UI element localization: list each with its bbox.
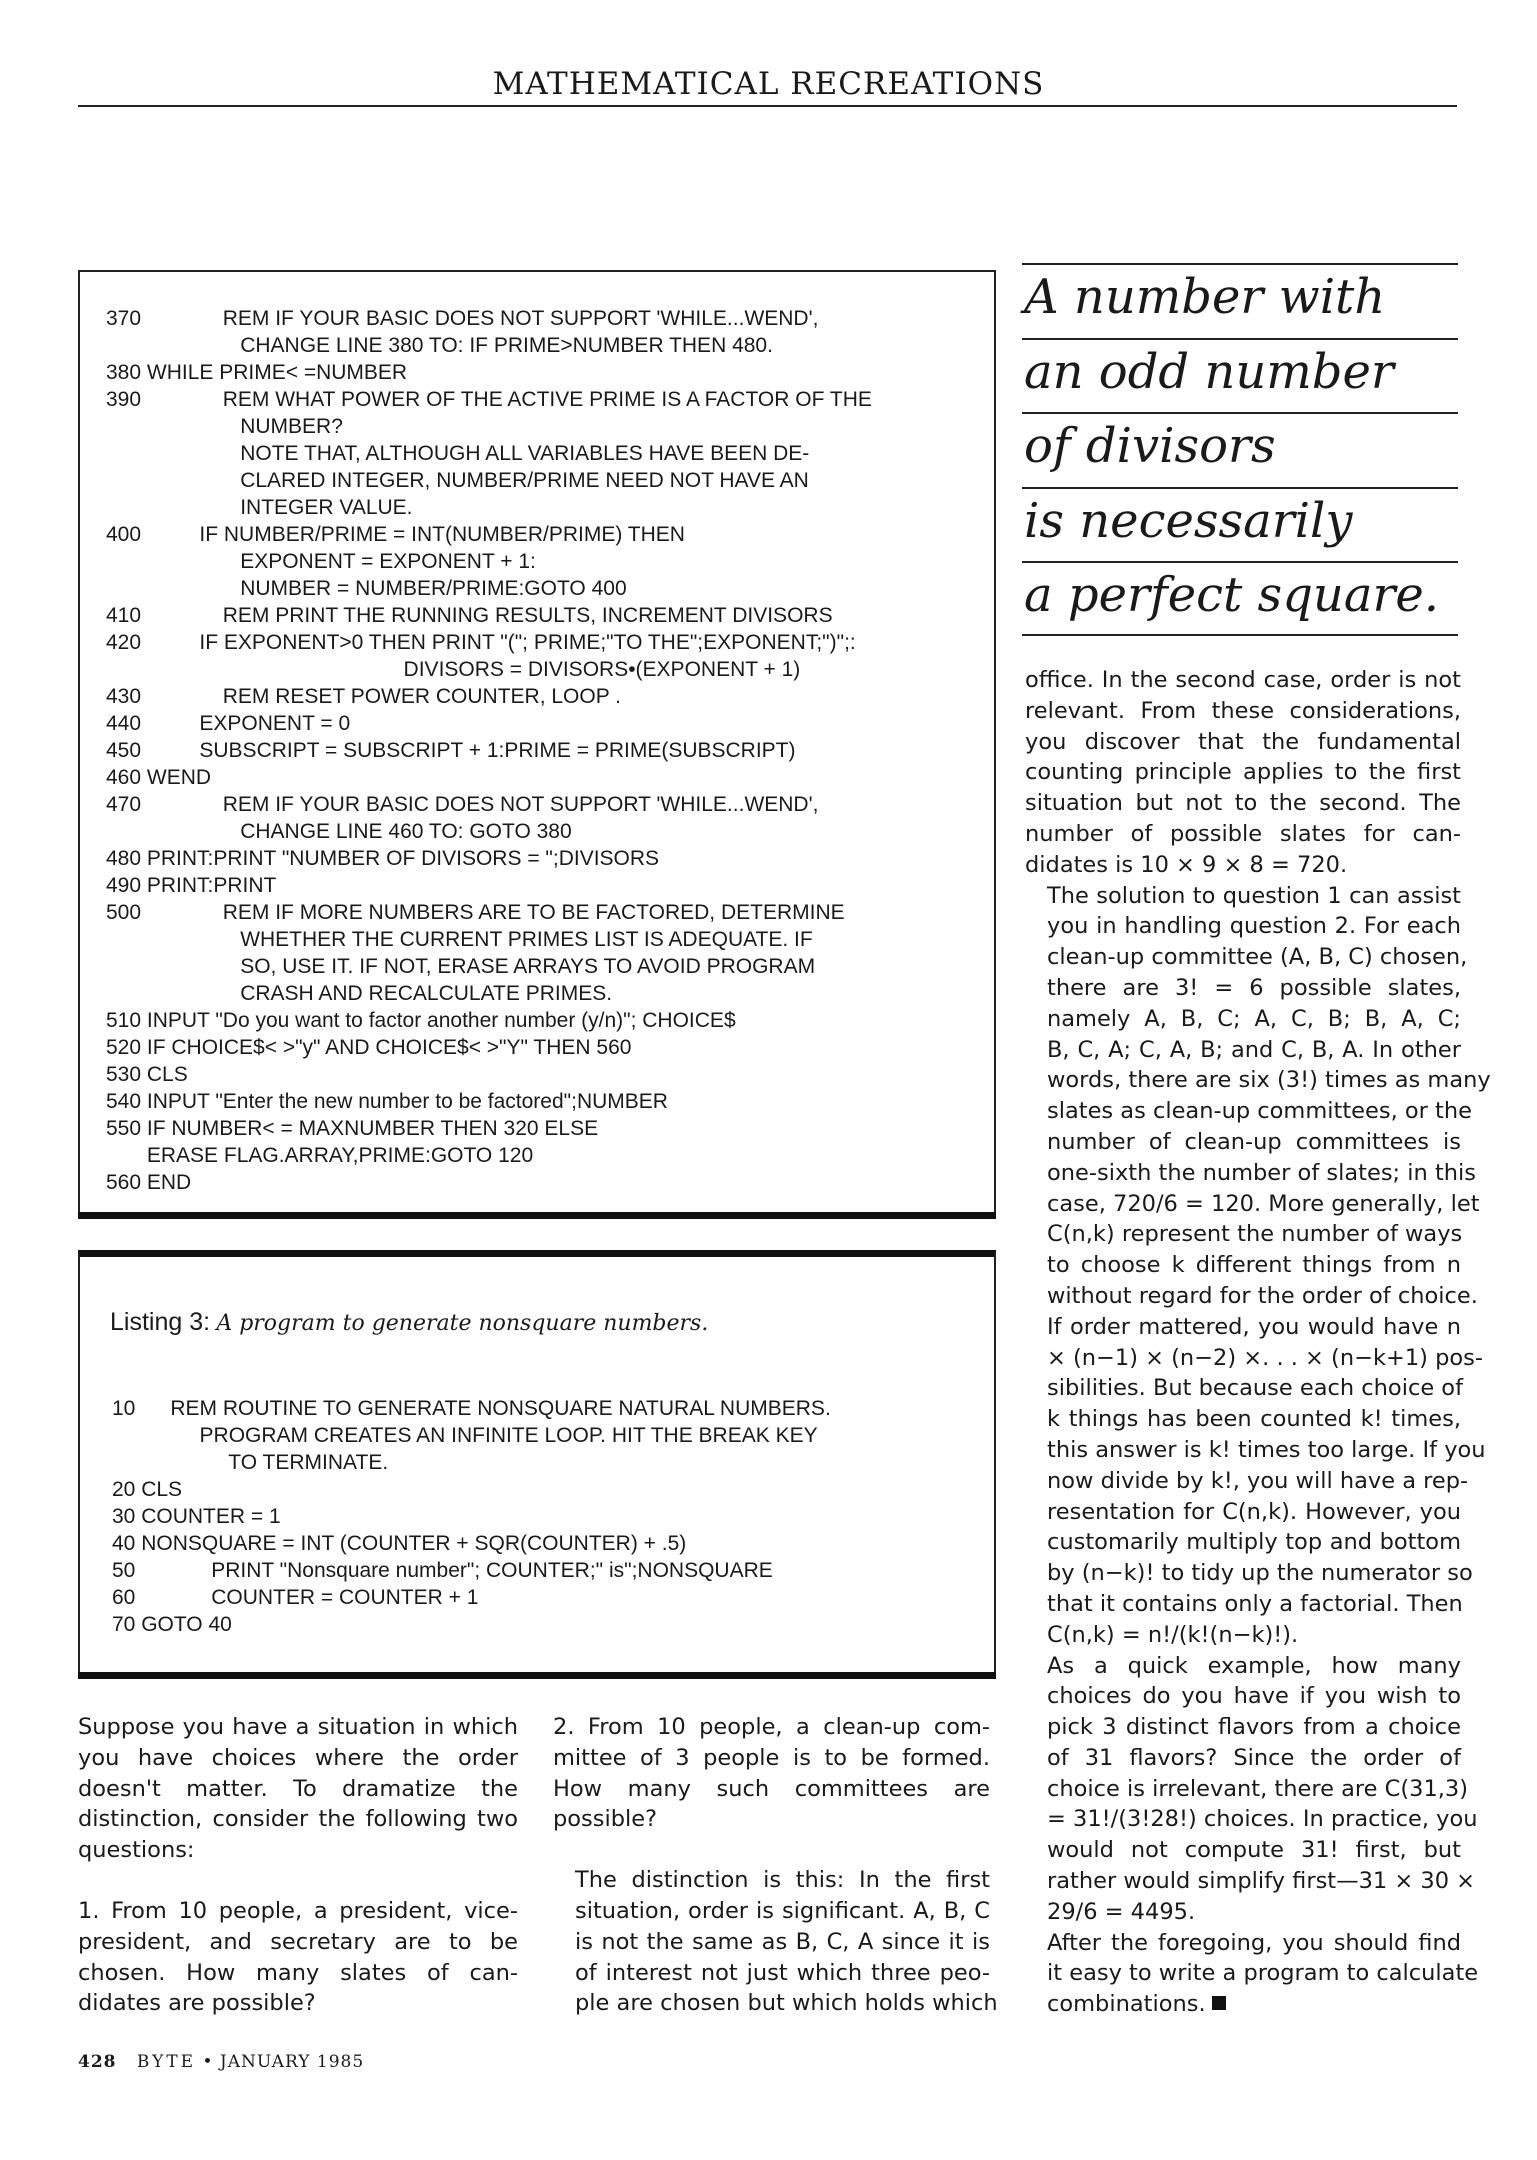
text-line: k things has been counted k! times, [1047, 1406, 1461, 1433]
text-line: Suppose you have a situation in which [78, 1714, 518, 1740]
pull-quote-text: of divisors [1024, 418, 1276, 474]
pull-quote-line [1022, 412, 1458, 487]
paragraph [78, 1712, 518, 1866]
code-line: 30 COUNTER = 1 [112, 1505, 281, 1528]
code-line: 440 EXPONENT = 0 [106, 712, 351, 735]
text-line: is not the same as B, C, A since it is [575, 1928, 990, 1955]
code-line: 380 WHILE PRIME< =NUMBER [106, 361, 408, 384]
text-line: office. In the second case, order is not [1025, 667, 1461, 693]
text-line: distinction, consider the following two [78, 1806, 518, 1833]
text-line: case, 720/6 = 120. More generally, let [1047, 1190, 1480, 1217]
code-line: 500 REM IF MORE NUMBERS ARE TO BE FACTORED, DETERMINE [106, 901, 845, 924]
body-column-right [1025, 665, 1491, 2020]
body-column-left [78, 1712, 518, 2019]
code-line: SO, USE IT. IF NOT, ERASE ARRAYS TO AVOID PROGRAM [106, 955, 816, 978]
pull-quote-line [1022, 263, 1458, 338]
paragraph [1025, 665, 1461, 881]
page-header-title: MATHEMATICAL RECREATIONS [492, 66, 1045, 102]
code-line: CHANGE LINE 460 TO: GOTO 380 [106, 820, 572, 843]
text-line: questions: [78, 1837, 195, 1864]
text-line: chosen. How many slates of can- [78, 1959, 518, 1986]
page-footer: 428 BYTE • JANUARY 1985 [78, 2052, 365, 2072]
pull-quote-text: an odd number [1024, 343, 1394, 400]
text-line: ple are chosen but which holds which [575, 1990, 998, 2017]
code-line: 530 CLS [106, 1063, 188, 1086]
text-line: How many such committees are [553, 1775, 990, 1802]
page-number: 428 [78, 2052, 117, 2072]
code-line: CLARED INTEGER, NUMBER/PRIME NEED NOT HAVE AN [106, 469, 809, 492]
text-line: 29/6 = 4495. [1047, 1898, 1196, 1925]
paragraph [1025, 881, 1491, 1651]
code-line: 40 NONSQUARE = INT (COUNTER + SQR(COUNTER) + .5) [112, 1532, 687, 1555]
paragraph [1025, 1651, 1478, 1928]
code-line: ERASE FLAG.ARRAY,PRIME:GOTO 120 [106, 1144, 534, 1167]
publication-name: BYTE [136, 2052, 197, 2072]
text-line: C(n,k) = n!/(k!(n−k)!). [1047, 1621, 1299, 1648]
text-line: doesn't matter. To dramatize the [78, 1775, 518, 1802]
text-line: this answer is k! times too large. If you [1047, 1436, 1486, 1463]
text-line: 2. From 10 people, a clean-up com- [553, 1714, 990, 1740]
code-line: 510 INPUT "Do you want to factor another number (y/n)"; CHOICE$ [106, 1009, 736, 1032]
text-line: The solution to question 1 can assist [1047, 882, 1461, 909]
code-line: 420 IF EXPONENT>0 THEN PRINT "("; PRIME;"TO THE";EXPONENT;")";: [106, 631, 856, 654]
text-line: didates are possible? [78, 1990, 316, 2017]
pull-quote-bottom-rule [1022, 634, 1458, 636]
text-line: now divide by k!, you will have a rep- [1047, 1467, 1469, 1494]
code-line: 480 PRINT:PRINT "NUMBER OF DIVISORS = ";DIVISORS [106, 847, 660, 870]
text-line: resentation for C(n,k). However, you [1047, 1498, 1461, 1525]
text-line: there are 3! = 6 possible slates, [1047, 974, 1461, 1001]
code-line: 470 REM IF YOUR BASIC DOES NOT SUPPORT 'WHILE...WEND', [106, 793, 819, 816]
listing3-title: A program to generate nonsquare numbers. [216, 1311, 709, 1336]
end-mark-icon [1212, 1996, 1226, 2010]
text-line: mittee of 3 people is to be formed. [553, 1744, 990, 1771]
listing-box-bottom-rule [78, 1212, 996, 1219]
pull-quote-line [1022, 561, 1458, 636]
paragraph [1025, 1928, 1479, 2020]
text-line: rather would simplify first—31 × 30 × [1047, 1868, 1476, 1895]
issue-date: JANUARY 1985 [219, 2052, 365, 2072]
code-line: 60 COUNTER = COUNTER + 1 [112, 1586, 479, 1609]
text-line: relevant. From these considerations, [1025, 697, 1461, 724]
text-line: that it contains only a factorial. Then [1047, 1590, 1463, 1617]
text-line: situation, order is significant. A, B, C [575, 1897, 990, 1924]
pull-quote-text: a perfect square. [1024, 567, 1440, 623]
text-line: of interest not just which three peo- [575, 1959, 990, 1986]
code-line: 490 PRINT:PRINT [106, 874, 277, 897]
code-line: DIVISORS = DIVISORS•(EXPONENT + 1) [106, 658, 801, 681]
text-line: number of possible slates for can- [1025, 820, 1461, 847]
text-line: president, and secretary are to be [78, 1928, 518, 1955]
code-line: WHETHER THE CURRENT PRIMES LIST IS ADEQUATE. IF [106, 928, 813, 951]
text-line: situation but not to the second. The [1025, 790, 1461, 817]
text-line: didates is 10 × 9 × 8 = 720. [1025, 851, 1348, 878]
text-line: you discover that the fundamental [1025, 728, 1461, 755]
code-line: 430 REM RESET POWER COUNTER, LOOP . [106, 685, 622, 708]
text-line: clean-up committee (A, B, C) chosen, [1047, 944, 1468, 971]
text-line: number of clean-up committees is [1047, 1128, 1461, 1155]
text-line: namely A, B, C; A, C, B; B, A, C; [1047, 1005, 1461, 1032]
text-line: would not compute 31! first, but [1047, 1837, 1461, 1864]
text-line: words, there are six (3!) times as many [1047, 1067, 1491, 1094]
pull-quote-text: A number with [1024, 269, 1386, 325]
text-line: B, C, A; C, A, B; and C, B, A. In other [1047, 1036, 1461, 1063]
code-line: CHANGE LINE 380 TO: IF PRIME>NUMBER THEN 480. [106, 334, 773, 357]
text-line: counting principle applies to the first [1025, 759, 1461, 786]
text-line: 1. From 10 people, a president, vice- [78, 1897, 518, 1924]
code-line: PROGRAM CREATES AN INFINITE LOOP. HIT THE BREAK KEY [112, 1424, 818, 1447]
text-line: by (n−k)! to tidy up the numerator so [1047, 1560, 1473, 1587]
code-line: EXPONENT = EXPONENT + 1: [106, 550, 536, 573]
text-line: you in handling question 2. For each [1047, 913, 1461, 940]
text-line: it easy to write a program to calculate [1047, 1960, 1479, 1987]
text-line: After the foregoing, you should find [1047, 1929, 1461, 1956]
text-line: to choose k different things from n [1047, 1252, 1461, 1279]
text-line: without regard for the order of choice. [1047, 1282, 1478, 1309]
text-line: one-sixth the number of slates; in this [1047, 1159, 1476, 1186]
pull-quote-text: is necessarily [1024, 492, 1353, 549]
code-line: 450 SUBSCRIPT = SUBSCRIPT + 1:PRIME = PRIME(SUBSCRIPT) [106, 739, 796, 762]
text-line: customarily multiply top and bottom [1047, 1529, 1461, 1556]
text-line: × (n−1) × (n−2) ×. . . × (n−k+1) pos- [1047, 1344, 1483, 1371]
text-line: combinations. [1047, 1989, 1461, 2020]
code-line: TO TERMINATE. [112, 1451, 389, 1474]
listing3-code [112, 1395, 831, 1638]
pull-quote-line [1022, 338, 1458, 413]
text-line: you have choices where the order [78, 1744, 518, 1771]
code-line: 390 REM WHAT POWER OF THE ACTIVE PRIME IS A FACTOR OF THE [106, 388, 872, 411]
paragraph [553, 1865, 998, 2019]
pull-quote-line [1022, 487, 1458, 562]
code-line: 460 WEND [106, 766, 212, 789]
text-line: C(n,k) represent the number of ways [1047, 1221, 1463, 1248]
paragraph [553, 1712, 990, 1835]
text-line: of 31 flavors? Since the order of [1047, 1744, 1461, 1771]
text-line: = 31!/(3!28!) choices. In practice, you [1047, 1806, 1478, 1833]
body-column-middle [553, 1712, 998, 2019]
pull-quote [1022, 263, 1458, 636]
code-line: 10 REM ROUTINE TO GENERATE NONSQUARE NATURAL NUMBERS. [112, 1397, 831, 1420]
code-line: 560 END [106, 1171, 192, 1194]
code-line: 20 CLS [112, 1478, 183, 1501]
text-line: choice is irrelevant, there are C(31,3) [1047, 1775, 1469, 1802]
listing3-caption [110, 1306, 708, 1340]
text-line: sibilities. But because each choice of [1047, 1375, 1463, 1402]
code-line: 370 REM IF YOUR BASIC DOES NOT SUPPORT 'WHILE...WEND', [106, 307, 819, 330]
code-line: NOTE THAT, ALTHOUGH ALL VARIABLES HAVE BEEN DE- [106, 442, 810, 465]
code-line: 550 IF NUMBER< = MAXNUMBER THEN 320 ELSE [106, 1117, 599, 1140]
text-line: pick 3 distinct flavors from a choice [1047, 1714, 1461, 1741]
code-line: 70 GOTO 40 [112, 1613, 232, 1636]
text-line: slates as clean-up committees, or the [1047, 1098, 1472, 1125]
code-line: 540 INPUT "Enter the new number to be factored";NUMBER [106, 1090, 668, 1113]
listing3-label: Listing 3: [110, 1308, 211, 1336]
paragraph [78, 1896, 518, 2019]
listing3-box-bottom-rule [78, 1672, 996, 1679]
header-rule [78, 105, 1457, 107]
text-line: The distinction is this: In the first [575, 1867, 990, 1894]
code-line: CRASH AND RECALCULATE PRIMES. [106, 982, 613, 1005]
listing-continued-code [106, 305, 872, 1196]
text-line: If order mattered, you would have n [1047, 1313, 1461, 1340]
code-line: 400 IF NUMBER/PRIME = INT(NUMBER/PRIME) THEN [106, 523, 685, 546]
code-line: 520 IF CHOICE$< >"y" AND CHOICE$< >"Y" THEN 560 [106, 1036, 632, 1059]
text-line: possible? [553, 1806, 658, 1833]
text-line: As a quick example, how many [1047, 1652, 1461, 1679]
code-line: 410 REM PRINT THE RUNNING RESULTS, INCREMENT DIVISORS [106, 604, 833, 627]
code-line: NUMBER? [106, 415, 343, 438]
text-line: choices do you have if you wish to [1047, 1683, 1461, 1710]
code-line: 50 PRINT "Nonsquare number"; COUNTER;" is";NONSQUARE [112, 1559, 773, 1582]
code-line: NUMBER = NUMBER/PRIME:GOTO 400 [106, 577, 627, 600]
code-line: INTEGER VALUE. [106, 496, 413, 519]
